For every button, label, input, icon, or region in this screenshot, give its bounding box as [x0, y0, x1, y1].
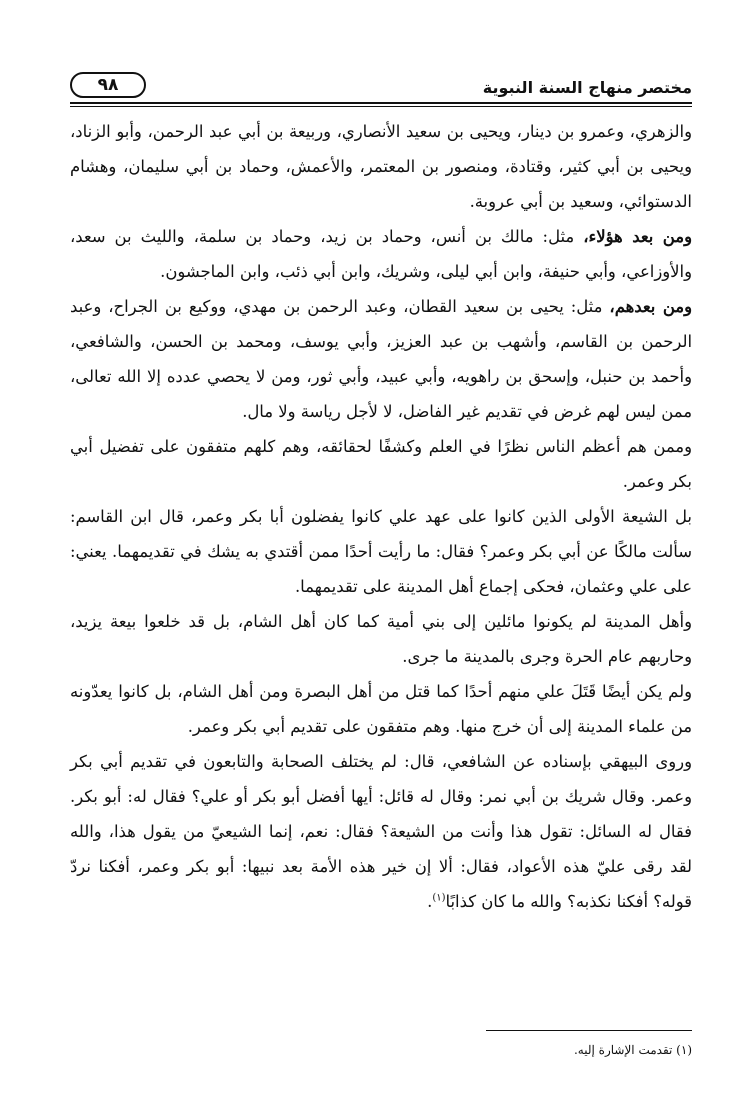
paragraph-text: وأهل المدينة لم يكونوا مائلين إلى بني أمية كما كان أهل الشام، بل قد خلعوا بيعة يزيد، وحاربهم عام الحرة وجرى بالمدينة ما جرى.	[70, 612, 692, 666]
paragraph-text: بل الشيعة الأولى الذين كانوا على عهد علي كانوا يفضلون أبا بكر وعمر، قال ابن القاسم: سألت مالكًا عن أبي بكر وعمر؟ فقال: ما رأيت أحدًا ممن أقتدي به يشك في تقديمهما. يعني: على علي وعثمان، فحكى إجماع أهل المدينة على تقديمهما.	[70, 507, 692, 596]
paragraph	[70, 674, 692, 744]
paragraph-text: مثل: مالك بن أنس، وحماد بن زيد، وحماد بن سلمة، والليث بن سعد، والأوزاعي، وأبي حنيفة، وابن أبي ليلى، وشريك، وابن أبي ذئب، وابن الماجشون.	[70, 227, 692, 281]
body-text	[70, 114, 692, 919]
paragraph-text: ولم يكن أيضًا قَتَلَ علي منهم أحدًا كما قتل من أهل البصرة ومن أهل الشام، بل كانوا يعدّونه من علماء المدينة إلى أن خرج منها. وهم متفقون على تقديم أبي بكر وعمر.	[70, 682, 692, 736]
header-rule	[70, 102, 692, 104]
paragraph-text: مثل: يحيى بن سعيد القطان، وعبد الرحمن بن مهدي، ووكيع بن الجراح، وعبد الرحمن بن القاسم، وأشهب بن عبد العزيز، وأبي يوسف، ومحمد بن الحسن، والشافعي، وأحمد بن حنبل، وإسحق بن راهويه، وأبي عبيد، وأبي ثور، ومن لا يحصي عدده إلا الله تعالى، ممن ليس لهم غرض في تقديم غير الفاضل، لا لأجل رياسة ولا مال.	[70, 297, 692, 421]
paragraph-lead: ومن بعدهم،	[609, 297, 692, 316]
book-title: مختصر منهاج السنة النبوية	[482, 78, 692, 97]
page-header	[70, 66, 692, 106]
footnote-rule	[486, 1030, 692, 1031]
footnote: (١) تقدمت الإشارة إليه.	[573, 1043, 692, 1057]
header-rule-thin	[70, 106, 692, 107]
paragraph	[70, 604, 692, 674]
paragraph	[70, 219, 692, 289]
paragraph-text: وروى البيهقي بإسناده عن الشافعي، قال: لم يختلف الصحابة والتابعون في تقديم أبي بكر وعمر. وقال شريك بن أبي نمر: وقال له قائل: أيها أفضل أبو بكر أو علي؟ فقال له: أبو بكر. فقال له السائل: تقول هذا وأنت من الشيعة؟ فقال: نعم، إنما الشيعيّ من يقول هذا، والله لقد رقى عليّ هذه الأعواد، فقال: ألا إن خير هذه الأمة بعد نبيها: أبو بكر وعمر، أفكنا نردّ قوله؟ أفكنا نكذبه؟ والله ما كان كذابًا	[70, 752, 692, 911]
paragraph	[70, 289, 692, 429]
paragraph-text: والزهري، وعمرو بن دينار، ويحيى بن سعيد الأنصاري، وربيعة بن أبي عبد الرحمن، وأبو الزناد، ويحيى بن أبي كثير، وقتادة، ومنصور بن المعتمر، والأعمش، وحماد بن أبي سليمان، وهشام الدستوائي، وسعيد بن أبي عروبة.	[70, 122, 692, 211]
paragraph	[70, 114, 692, 219]
paragraph-tail: .	[427, 892, 433, 911]
paragraph	[70, 744, 692, 919]
paragraph	[70, 499, 692, 604]
paragraph	[70, 429, 692, 499]
footnote-reference[interactable]: (١)	[432, 892, 446, 904]
paragraph-lead: ومن بعد هؤلاء،	[583, 227, 692, 246]
paragraph-text: وممن هم أعظم الناس نظرًا في العلم وكشفًا لحقائقه، وهم كلهم متفقون على تفضيل أبي بكر وعمر.	[70, 437, 692, 491]
page-number-badge: ٩٨	[70, 72, 146, 98]
